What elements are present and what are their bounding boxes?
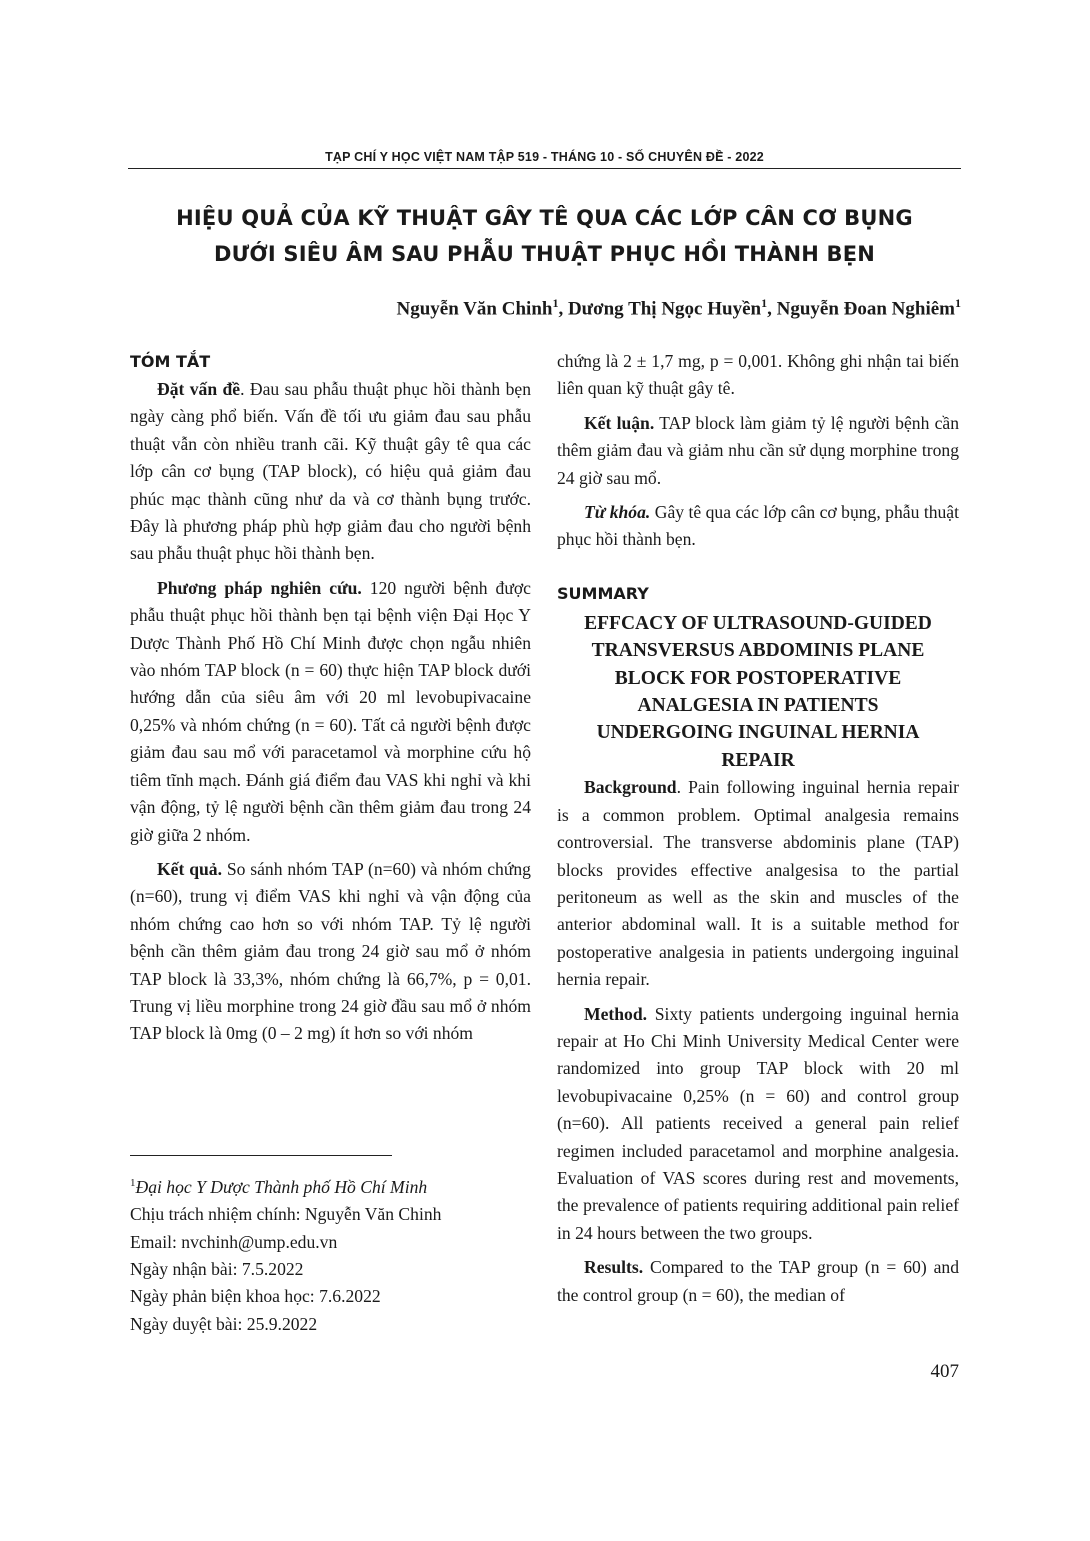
right-column [557, 348, 959, 1309]
en-article-title [557, 610, 959, 774]
footnote-reviewed-date: Ngày phản biện khoa học: 7.6.2022 [130, 1286, 381, 1307]
vn-abstract-heading: TÓM TẮT [130, 352, 211, 371]
vn-conclusion-text: TAP block làm giảm tỷ lệ người bệnh cần thêm giảm đau và giảm nhu cần sử dụng morphine trong 24 giờ sau mổ. [557, 412, 959, 488]
en-title-line: EFFCACY OF ULTRASOUND-GUIDED [584, 612, 932, 634]
en-method-label: Method. [584, 1003, 648, 1024]
vn-background-text: . Đau sau phẫu thuật phục hồi thành bẹn ngày càng phổ biến. Vấn đề tối ưu giảm đau sau phẫu thuật vẫn còn nhiều tranh cãi. Kỹ thuật gây tê qua các lớp cân cơ bụng (TAP block), có hiệu quả giảm đau phúc mạc thành cũng như da và cơ thành bụng trước. Đây là phương pháp phù hợp giảm đau cho người bệnh sau phẫu thuật phục hồi thành bẹn. [130, 379, 531, 564]
vn-results-paragraph [130, 856, 531, 1048]
en-title-line: ANALGESIA IN PATIENTS [637, 695, 879, 717]
author-affiliation-mark: 1 [955, 296, 961, 310]
en-title-line: BLOCK FOR POSTOPERATIVE [614, 667, 902, 689]
en-results-paragraph [557, 1254, 959, 1309]
author-affiliation-mark: 1 [761, 296, 768, 310]
author-name: Nguyễn Văn Chinh [396, 298, 553, 320]
header-rule [128, 168, 961, 169]
footnote-email: Email: nvchinh@ump.edu.vn [130, 1231, 338, 1252]
en-summary-heading: SUMMARY [557, 583, 649, 603]
vn-method-paragraph [130, 575, 531, 849]
en-title-line: TRANSVERSUS ABDOMINIS PLANE [591, 640, 925, 662]
author-affiliation-mark: 1 [552, 296, 559, 310]
en-background-paragraph [557, 774, 959, 993]
vn-background-paragraph [130, 376, 531, 568]
en-background-label: Background [584, 777, 677, 798]
author-separator: , [767, 298, 777, 320]
footnote-affiliation-mark: 1 [130, 1177, 136, 1189]
en-title-line: REPAIR [721, 749, 795, 771]
vn-keywords-paragraph [557, 499, 959, 554]
author-list [397, 296, 961, 320]
en-method-text: Sixty patients undergoing inguinal hernia repair at Ho Chi Minh University Medical Center were randomized into group TAP block with 20 ml levobupivacaine 0,25% (n = 60) and control group (n=60). All patients received a general pain relief regimen included paracetamol and morphine analgesia. Evaluation of VAS scores during rest and movements, the prevalence of patients requiring additional pain relief in 24 hours between the two groups. [557, 1003, 959, 1243]
footnote-accepted-date: Ngày duyệt bài: 25.9.2022 [130, 1313, 318, 1334]
title-line-1: HIỆU QUẢ CỦA KỸ THUẬT GÂY TÊ QUA CÁC LỚP CÂN CƠ BỤNG [176, 206, 913, 230]
vn-method-text: 120 người bệnh được phẫu thuật phục hồi thành bẹn tại bệnh viện Đại Học Y Dược Thành Phố Hồ Chí Minh được chọn ngẫu nhiên vào nhóm TAP block (n = 60) thực hiện TAP block dưới hướng dẫn của siêu âm với 20 ml levobupivacaine 0,25% và nhóm chứng (n = 60). Tất cả người bệnh được giảm đau sau mổ với paracetamol và morphine cứu hộ tiêm tĩnh mạch. Đánh giá điểm đau VAS khi nghỉ và khi vận động, tỷ lệ người bệnh cần thêm giảm đau trong 24 giờ giữa 2 nhóm. [130, 577, 531, 845]
vn-results-label: Kết quả. [157, 858, 222, 879]
left-column [130, 348, 531, 1048]
en-method-paragraph [557, 1001, 959, 1248]
en-results-text: Compared to the TAP group (n = 60) and the control group (n = 60), the median of [557, 1257, 959, 1305]
author-name: Dương Thị Ngọc Huyền [567, 298, 762, 320]
author-name: Nguyễn Đoan Nghiêm [776, 298, 955, 320]
vn-method-label: Phương pháp nghiên cứu. [157, 577, 362, 598]
footnote-rule [130, 1155, 392, 1156]
article-title [128, 200, 961, 272]
footnote [130, 1170, 531, 1338]
vn-background-label: Đặt vấn đề [157, 379, 241, 399]
footnote-responsible: Chịu trách nhiệm chính: Nguyễn Văn Chinh [130, 1204, 442, 1225]
author-separator: , [558, 298, 568, 320]
en-background-text: . Pain following inguinal hernia repair is a common problem. Optimal analgesia remains controversial. The transverse abdominis plane (TAP) blocks provides effective analgesisa to the partial peritoneum as well as the skin and muscles of the anterior abdominal wall. It is a suitable method for postoperative analgesia in patients undergoing inguinal hernia repair. [557, 777, 959, 990]
vn-results-continued: chứng là 2 ± 1,7 mg, p = 0,001. Không ghi nhận tai biến liên quan kỹ thuật gây tê. [557, 351, 959, 399]
vn-keywords-text: Gây tê qua các lớp cân cơ bụng, phẫu thuật phục hồi thành bẹn. [557, 502, 959, 550]
footnote-affiliation-text: Đại học Y Dược Thành phố Hồ Chí Minh [135, 1176, 428, 1197]
vn-results-text: So sánh nhóm TAP (n=60) và nhóm chứng (n=60), trung vị điểm VAS khi nghỉ và vận động của nhóm chứng cao hơn so với nhóm TAP. Tỷ lệ người bệnh cần thêm giảm đau trong 24 giờ sau mổ ở nhóm TAP block là 33,3%, nhóm chứng là 66,7%, p = 0,01. Trung vị liều morphine trong 24 giờ đầu sau mổ ở nhóm TAP block là 0mg (0 – 2 mg) ít hơn so với nhóm [130, 858, 531, 1044]
title-line-2: DƯỚI SIÊU ÂM SAU PHẪU THUẬT PHỤC HỒI THÀNH BẸN [213, 242, 876, 266]
vn-conclusion-paragraph [557, 410, 959, 492]
footnote-received-date: Ngày nhận bài: 7.5.2022 [130, 1259, 304, 1280]
en-title-line: UNDERGOING INGUINAL HERNIA [596, 722, 920, 744]
footnote-affiliation [130, 1170, 531, 1201]
vn-conclusion-label: Kết luận. [584, 412, 655, 433]
running-head: TẠP CHÍ Y HỌC VIỆT NAM TẬP 519 - THÁNG 10 - SỐ CHUYÊN ĐỀ - 2022 [325, 150, 764, 164]
vn-keywords-label: Từ khóa. [584, 502, 651, 523]
page-number: 407 [930, 1361, 959, 1382]
en-results-label: Results. [584, 1257, 644, 1278]
